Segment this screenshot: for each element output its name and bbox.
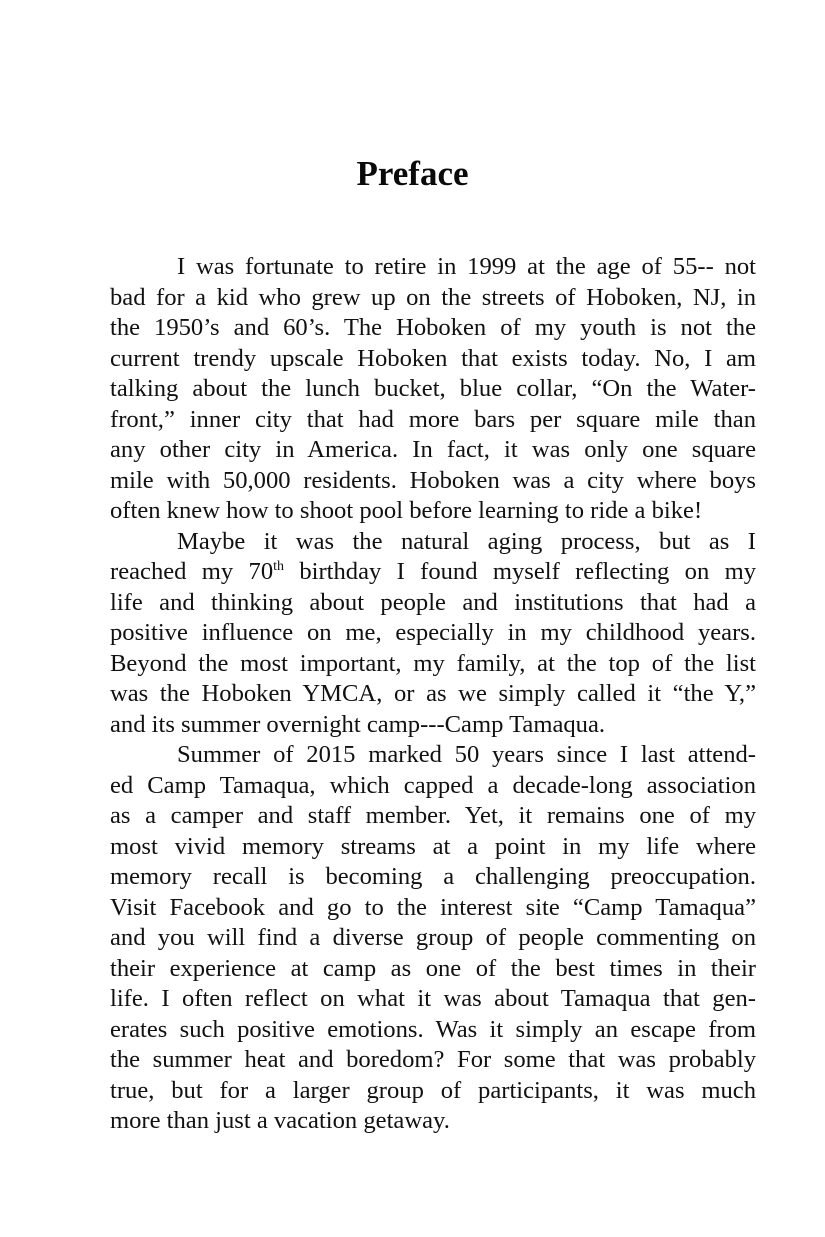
text-line: most vivid memory streams at a point in my life where [110,832,756,860]
paragraph-3 [110,740,756,1137]
text-line: more than just a vacation getaway. [110,1107,450,1134]
text-line: I was fortunate to retire in 1999 at the age of 55-- not [177,253,756,280]
text-line: front,” inner city that had more bars per square mile than [110,405,756,433]
text-line: erates such positive emotions. Was it simply an escape from [110,1015,756,1043]
text-line: and its summer overnight camp---Camp Tamaqua. [110,710,606,738]
text-line: true, but for a larger group of participants, it was much [110,1076,756,1104]
text-line: as a camper and staff member. Yet, it remains one of my [110,802,756,829]
text-line-with-superscript: reached my 70th birthday I found myself reflecting on my [110,558,756,585]
text-line: mile with 50,000 residents. Hoboken was a city where boys [110,466,756,494]
preface-body [110,252,756,1137]
text-line: and you will find a diverse group of people commenting on [110,924,756,951]
text-line: positive influence on me, especially in my childhood years. [110,619,756,646]
text-line: life. I often reflect on what it was about Tamaqua that gen- [110,985,756,1012]
text-line: Maybe it was the natural aging process, but as I [177,527,756,555]
text-line: memory recall is becoming a challenging preoccupation. [110,863,756,890]
text-line: current trendy upscale Hoboken that exists today. No, I am [110,344,756,372]
text-line: the 1950’s and 60’s. The Hoboken of my youth is not the [110,314,756,341]
text-line: often knew how to shoot pool before learning to ride a bike! [110,497,703,524]
text-line: bad for a kid who grew up on the streets of Hoboken, NJ, in [110,283,756,311]
text-line: their experience at camp as one of the best times in their [110,954,756,982]
text-line: was the Hoboken YMCA, or as we simply called it “the Y,” [110,680,756,707]
text-line: any other city in America. In fact, it was only one square [110,436,756,463]
text-line: ed Camp Tamaqua, which capped a decade-long association [110,771,756,799]
page-title: Preface [356,154,469,193]
text-line: life and thinking about people and institutions that had a [110,588,756,616]
ordinal-superscript: th [273,559,285,574]
text-line: talking about the lunch bucket, blue collar, “On the Water- [110,375,756,402]
paragraph-2 [110,527,756,741]
text-line: Visit Facebook and go to the interest site “Camp Tamaqua” [110,893,756,921]
text-line: the summer heat and boredom? For some that was probably [110,1046,756,1073]
paragraph-1 [110,252,756,527]
text-line: Beyond the most important, my family, at the top of the list [110,649,756,677]
text-line: Summer of 2015 marked 50 years since I last attend- [177,741,756,768]
